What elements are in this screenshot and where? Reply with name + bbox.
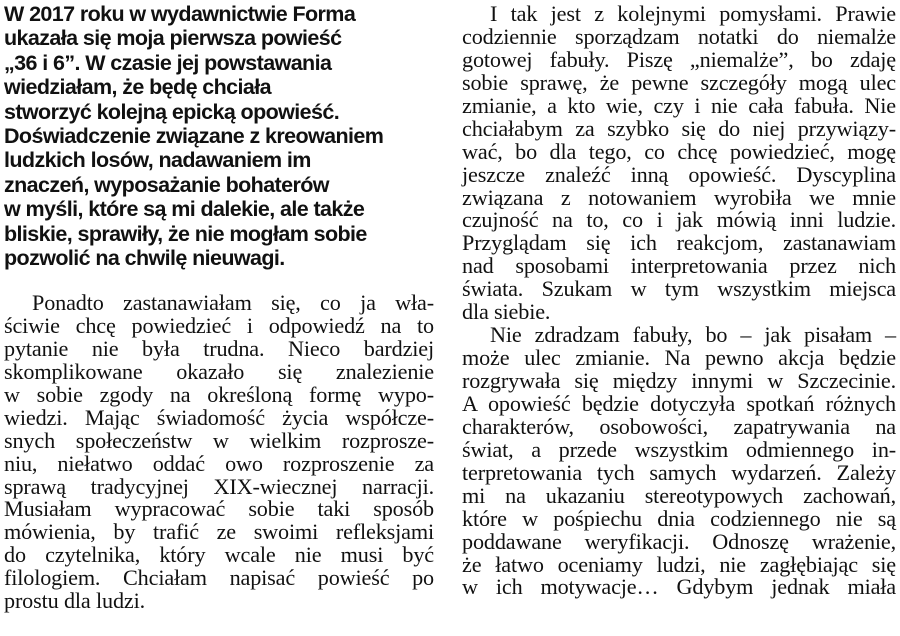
body-line: prostu dla ludzi. [4,588,146,614]
body-line: do czytelnika, który wcale nie musi być [4,542,434,568]
body-line: charakterów, osobowości, zapatrywania na [462,413,896,439]
body-line: dla siebie. [462,299,551,325]
lead-line: wiedziałam, że będę chciała [4,75,272,100]
body-line: codziennie sporządzam notatki do niemalże [462,23,896,49]
body-line: wać, bo dla tego, co chcę powiedzieć, mogę [462,138,896,164]
body-line: świata. Szukam w tym wszystkim miejsca [462,276,896,302]
body-line: Ponadto zastanawiałam się, co ja wła- [32,290,434,315]
body-line: poddawane weryfikacji. Odnoszę wrażenie, [462,528,896,554]
body-line: mi na ukazaniu stereotypowych zachowań, [462,482,896,508]
lead-line: ukazała się moja pierwsza powieść [4,26,342,51]
lead-line: pozwolić na chwilę nieuwagi. [4,245,285,270]
body-line: w ich motywacje… Gdybym jednak miała [462,574,896,600]
body-line: filologiem. Chciałam napisać powieść po [4,565,434,591]
body-line: rozgrywała się między innymi w Szczecinie. [462,368,896,393]
lead-paragraph [4,0,434,270]
lead-line: „36 i 6”. W czasie jej powstawania [4,50,332,75]
body-line: A opowieść będzie dotyczyła spotkań różnych [462,390,896,416]
lead-line: W 2017 roku w wydawnictwie Forma [4,2,356,26]
body-line: w sobie zgody na określoną formę wypo- [4,381,434,407]
body-line: że łatwo oceniamy ludzi, nie zagłębiając się [462,551,896,577]
body-line: skomplikowane okazało się znalezienie [4,358,434,384]
body-line: gotowej fabuły. Piszę „niemalże”, bo zdaję [462,46,896,72]
body-line: nad sposobami interpretowania przez nich [462,253,896,279]
body-line: jeszcze znaleźć inną opowieść. Dyscyplina [462,161,896,187]
body-line: sobie sprawę, że pewne szczegóły mogą ulec [462,69,896,95]
body-line: chciałabym za szybko się do niej przywiązy- [462,115,896,141]
body-line: Musiałam wypracować sobie taki sposób [4,496,434,522]
body-paragraph [462,3,896,599]
lead-line: ludzkich losów, nadawaniem im [4,148,311,173]
body-line: czujność na to, co i jak mówią inni ludzie. [462,207,896,233]
lead-line: Doświadczenie związane z kreowaniem [4,123,384,148]
lead-line: stworzyć kolejną epicką opowieść. [4,99,340,124]
body-line: pytanie nie była trudna. Nieco bardziej [4,335,434,361]
body-line: związana z notowaniem wyrobiła we mnie [462,184,896,210]
body-line: Przyglądam się ich reakcjom, zastanawiam [462,230,896,256]
lead-line: bliskie, sprawiły, że nie mogłam sobie [4,221,367,246]
body-line: I tak jest z kolejnymi pomysłami. Prawie [490,1,896,26]
body-line: niu, niełatwo oddać owo rozproszenie za [4,450,434,476]
body-line: ściwie chcę powiedzieć i odpowiedź na to [4,312,434,338]
body-line: świat, a przede wszystkim odmiennego in- [462,436,896,462]
lead-line: w myśli, które są mi dalekie, ale także [4,197,365,222]
body-line: mówienia, by trafić ze swoimi refleksjami [4,519,434,545]
lead-line: znaczeń, wyposażanie bohaterów [4,172,329,197]
body-line: terpretowania tych samych wydarzeń. Zależy [462,459,896,485]
body-line: snych społeczeństw w wielkim rozprosze- [4,427,434,453]
body-paragraph [4,292,434,613]
body-line: Nie zdradzam fabuły, bo – jak pisałam – [490,322,896,348]
body-line: wiedzi. Mając świadomość życia współcze- [4,404,434,430]
body-line: które w pośpiechu dnia codziennego nie są [462,505,896,531]
body-line: sprawą tradycyjnej XIX-wiecznej narracji. [4,473,434,499]
body-line: może ulec zmianie. Na pewno akcja będzie [462,345,896,371]
body-line: zmianie, a kto wie, czy i nie cała fabuła. Nie [462,92,896,118]
left-column [4,0,434,614]
